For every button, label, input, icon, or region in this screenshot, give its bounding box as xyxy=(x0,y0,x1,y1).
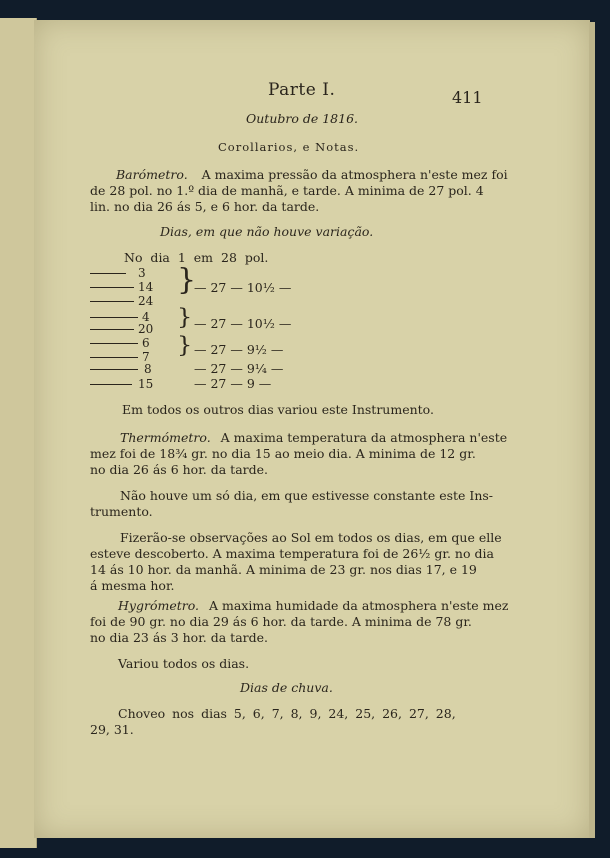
constante-line-1: Não houve um só dia, em que estivesse constante este Ins- xyxy=(120,488,494,503)
variation-heading: Dias, em que não houve variação. xyxy=(160,224,374,239)
hygrometro-line-1: Hygrómetro. A maxima humidade da atmosphera n'este mez xyxy=(118,598,509,613)
variation-row: 8 xyxy=(90,362,152,376)
date-heading: Outubro de 1816. xyxy=(246,111,359,126)
barometro-line-3: lin. no dia 26 ás 5, e 6 hor. da tarde. xyxy=(90,199,320,214)
thermometro-line-2: mez foi de 18¾ gr. no dia 15 ao meio dia. A minima de 12 gr. xyxy=(90,446,476,461)
variation-row: 15 xyxy=(90,377,153,391)
variation-row: 14 xyxy=(90,280,153,294)
thermometro-line-1: Thermómetro. A maxima temperatura da atmosphera n'este xyxy=(120,430,508,445)
thermometro-label: Thermómetro. xyxy=(120,430,211,445)
variation-row: 4 xyxy=(90,310,150,324)
variation-row: 7 xyxy=(90,350,150,364)
brace: } xyxy=(177,303,193,331)
hygrometro-label: Hygrómetro. xyxy=(118,598,199,613)
hygrometro-line-3: no dia 23 ás 3 hor. da tarde. xyxy=(90,630,268,645)
page-title: Parte I. xyxy=(268,80,336,100)
group-2-value: — 27 — 10½ — xyxy=(194,316,292,331)
barometro-line-1: Barómetro. A maxima pressão da atmosphera n'este mez foi xyxy=(116,167,508,182)
facing-page-edge xyxy=(0,18,37,848)
chuva-heading: Dias de chuva. xyxy=(240,680,333,695)
group-3-value: — 27 — 9½ — xyxy=(194,342,284,357)
hygrometro-line-2: foi de 90 gr. no dia 29 ás 6 hor. da tarde. A minima de 78 gr. xyxy=(90,614,472,629)
variation-row: 24 xyxy=(90,294,153,308)
variou-line: Variou todos os dias. xyxy=(118,656,250,671)
chuva-line-2: 29, 31. xyxy=(90,722,134,737)
brace: } xyxy=(177,263,197,298)
group-5-value: — 27 — 9 — xyxy=(194,376,272,391)
variation-row: 20 xyxy=(90,322,153,336)
variation-footer: Em todos os outros dias variou este Instrumento. xyxy=(122,402,434,417)
variation-row: 6 xyxy=(90,336,150,350)
sol-line-3: 14 ás 10 hor. da manhã. A minima de 23 gr. nos dias 17, e 19 xyxy=(90,562,477,577)
constante-line-2: trumento. xyxy=(90,504,153,519)
group-4-value: — 27 — 9¼ — xyxy=(194,361,284,376)
barometro-label: Barómetro. xyxy=(116,167,188,182)
variation-row: 3 xyxy=(90,266,146,280)
variation-header-row: No dia 1 em 28 pol. xyxy=(124,250,269,265)
page-fore-edge xyxy=(589,22,595,838)
thermometro-line-3: no dia 26 ás 6 hor. da tarde. xyxy=(90,462,268,477)
page-number: 411 xyxy=(452,88,483,107)
chuva-line-1: Choveo nos dias 5, 6, 7, 8, 9, 24, 25, 26, 27, 28, xyxy=(118,706,456,721)
sol-line-2: esteve descoberto. A maxima temperatura foi de 26½ gr. no dia xyxy=(90,546,494,561)
brace: } xyxy=(177,331,193,359)
group-1-value: — 27 — 10½ — xyxy=(194,280,292,295)
section-heading: Corollarios, e Notas. xyxy=(218,140,360,154)
barometro-line-2: de 28 pol. no 1.º dia de manhã, e tarde. A minima de 27 pol. 4 xyxy=(90,183,484,198)
sol-line-1: Fizerão-se observações ao Sol em todos os dias, em que elle xyxy=(120,530,502,545)
sol-line-4: á mesma hor. xyxy=(90,578,175,593)
